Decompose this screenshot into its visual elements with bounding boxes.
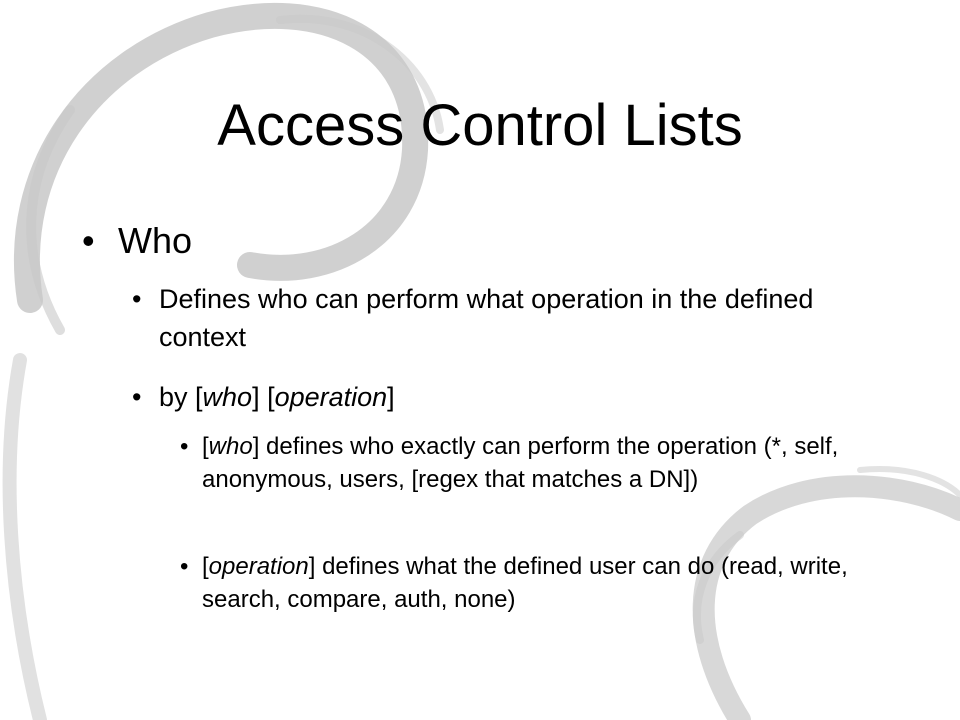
bullet-who-text: Who: [118, 220, 193, 261]
syntax-who: who: [202, 382, 253, 412]
syntax-middle: ] [: [252, 382, 275, 412]
operation-def-rest: ] defines what the defined user can do (read, write, search, compare, auth, none): [202, 553, 848, 613]
slide-title: Access Control Lists: [217, 93, 743, 158]
bullet-dot: •: [180, 433, 189, 460]
bullet-syntax-text: [159, 378, 892, 416]
bullet-dot: •: [132, 284, 142, 314]
syntax-suffix: ]: [387, 382, 395, 412]
syntax-operation: operation: [274, 382, 388, 412]
operation-def-prefix: [: [202, 553, 209, 580]
bullet-who-def-text: [202, 430, 860, 496]
bullet-defines: [132, 280, 892, 356]
who-def-term: who: [208, 433, 253, 460]
bullet-defines-text: Defines who can perform what operation in the defined context: [159, 284, 814, 352]
syntax-prefix: by [: [159, 382, 203, 412]
operation-def-term: operation: [208, 553, 309, 580]
bullet-syntax: [132, 378, 892, 416]
bullet-operation-def: [180, 550, 860, 616]
bullet-dot: •: [180, 553, 189, 580]
bullet-dot: •: [82, 220, 95, 261]
bullet-who: [82, 220, 192, 262]
who-def-rest: ] defines who exactly can perform the operation (*, self, anonymous, users, [regex that matches a DN]): [202, 433, 839, 493]
bullet-who-def: [180, 430, 860, 496]
bullet-dot: •: [132, 382, 142, 412]
bullet-operation-def-text: [202, 550, 860, 616]
who-def-prefix: [: [202, 433, 209, 460]
